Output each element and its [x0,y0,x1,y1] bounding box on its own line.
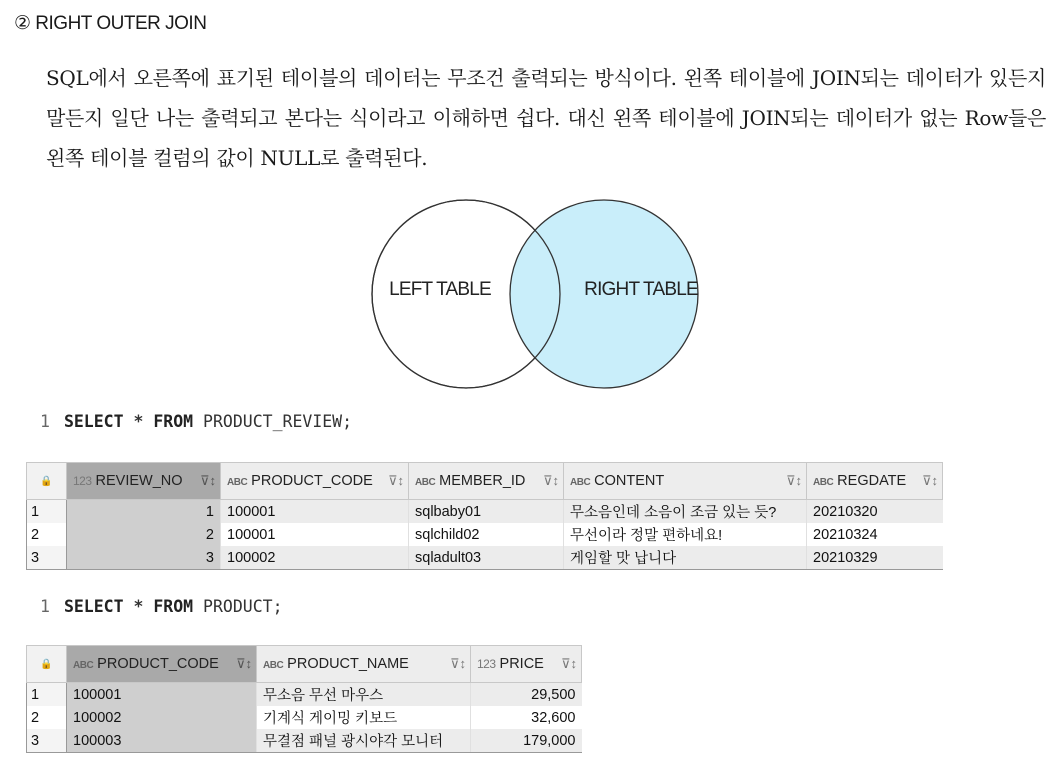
numeric-type-icon: 123 [73,474,92,488]
keyword-select: SELECT [63,412,124,431]
text-type-icon: ABC [813,477,834,488]
table-row[interactable] [27,500,943,524]
line-number: 1 [40,412,50,431]
lock-icon: 🔒 [27,463,67,500]
table-cell[interactable]: 2 [67,523,221,546]
row-number[interactable]: 3 [27,546,67,570]
keyword-select: SELECT [63,597,124,616]
table-cell[interactable]: 100001 [67,683,257,707]
table-row[interactable] [27,683,582,707]
table-cell[interactable]: 무선이라 정말 편하네요! [564,523,807,546]
row-number[interactable]: 1 [27,500,67,524]
sql-query-2 [40,597,283,616]
filter-sort-icon[interactable]: ⊽↕ [560,656,577,671]
keyword-from: FROM [153,597,194,616]
row-number[interactable]: 1 [27,683,67,707]
result-grid-product[interactable] [26,645,582,753]
table-cell[interactable]: sqlbaby01 [409,500,564,524]
table-row[interactable] [27,729,582,753]
table-cell[interactable]: sqladult03 [409,546,564,570]
table-cell[interactable]: 무소음 무선 마우스 [257,683,471,707]
column-header-label: REVIEW_NO [95,473,183,489]
result-grid-product-review[interactable] [26,462,943,570]
column-header-member-id[interactable] [409,463,564,500]
line-number: 1 [40,597,50,616]
table-name: PRODUCT; [203,597,283,616]
filter-sort-icon[interactable]: ⊽↕ [785,473,802,488]
right-table-label: RIGHT TABLE [584,279,698,300]
column-header-product-code[interactable] [67,646,257,683]
table-cell[interactable]: 32,600 [471,706,582,729]
text-type-icon: ABC [227,477,248,488]
table-row[interactable] [27,706,582,729]
table-cell[interactable]: 100003 [67,729,257,753]
numeric-type-icon: 123 [477,657,496,671]
sql-query-1 [40,412,352,431]
table-cell[interactable]: 20210329 [807,546,943,570]
column-header-review-no[interactable] [67,463,221,500]
table-cell[interactable]: 게임할 맛 납니다 [564,546,807,570]
table-cell[interactable]: 100001 [221,500,409,524]
column-header-product-code[interactable] [221,463,409,500]
column-header-label: PRICE [499,656,544,672]
table-cell[interactable]: 3 [67,546,221,570]
text-type-icon: ABC [73,660,94,671]
table-cell[interactable]: 20210324 [807,523,943,546]
column-header-product-name[interactable] [257,646,471,683]
column-header-label: PRODUCT_CODE [97,656,219,672]
text-type-icon: ABC [263,660,284,671]
star-operator: * [133,412,144,431]
section-heading: ② RIGHT OUTER JOIN [14,13,207,34]
table-cell[interactable]: 무결점 패널 광시야각 모니터 [257,729,471,753]
column-header-label: PRODUCT_NAME [287,656,409,672]
table-cell[interactable]: 179,000 [471,729,582,753]
row-number[interactable]: 2 [27,706,67,729]
star-operator: * [133,597,144,616]
filter-sort-icon[interactable]: ⊽↕ [235,656,252,671]
description-paragraph: SQL에서 오른쪽에 표기된 테이블의 데이터는 무조건 출력되는 방식이다. 왼쪽 테이블에 JOIN되는 데이터가 있든지 말든지 일단 나는 출력되고 본다는 식이라고 이해하면 쉽다. 대신 왼쪽 테이블에 JOIN되는 데이터가 없는 Row들은 왼쪽 테이블 컬럼의 값이 NULL로 출력된다. [46,66,1046,170]
column-header-label: MEMBER_ID [439,473,526,489]
filter-sort-icon[interactable]: ⊽↕ [449,656,466,671]
table-name: PRODUCT_REVIEW; [203,412,353,431]
venn-diagram [360,198,720,398]
table-row[interactable] [27,546,943,570]
table-cell[interactable]: 100002 [67,706,257,729]
column-header-content[interactable] [564,463,807,500]
row-number[interactable]: 2 [27,523,67,546]
table-cell[interactable]: 무소음인데 소음이 조금 있는 듯? [564,500,807,524]
table-cell[interactable]: 1 [67,500,221,524]
filter-sort-icon[interactable]: ⊽↕ [199,473,216,488]
column-header-label: CONTENT [594,473,665,489]
column-header-label: PRODUCT_CODE [251,473,373,489]
table-cell[interactable]: sqlchild02 [409,523,564,546]
table-cell[interactable]: 100002 [221,546,409,570]
table-cell[interactable]: 100001 [221,523,409,546]
column-header-regdate[interactable] [807,463,943,500]
table-cell[interactable]: 20210320 [807,500,943,524]
filter-sort-icon[interactable]: ⊽↕ [542,473,559,488]
filter-sort-icon[interactable]: ⊽↕ [921,473,938,488]
column-header-label: REGDATE [837,473,907,489]
filter-sort-icon[interactable]: ⊽↕ [387,473,404,488]
row-number[interactable]: 3 [27,729,67,753]
text-type-icon: ABC [570,477,591,488]
table-cell[interactable]: 기계식 게이밍 키보드 [257,706,471,729]
table-cell[interactable]: 29,500 [471,683,582,707]
column-header-price[interactable] [471,646,582,683]
table-row[interactable] [27,523,943,546]
text-type-icon: ABC [415,477,436,488]
left-table-label: LEFT TABLE [389,279,491,300]
lock-icon: 🔒 [27,646,67,683]
keyword-from: FROM [153,412,194,431]
